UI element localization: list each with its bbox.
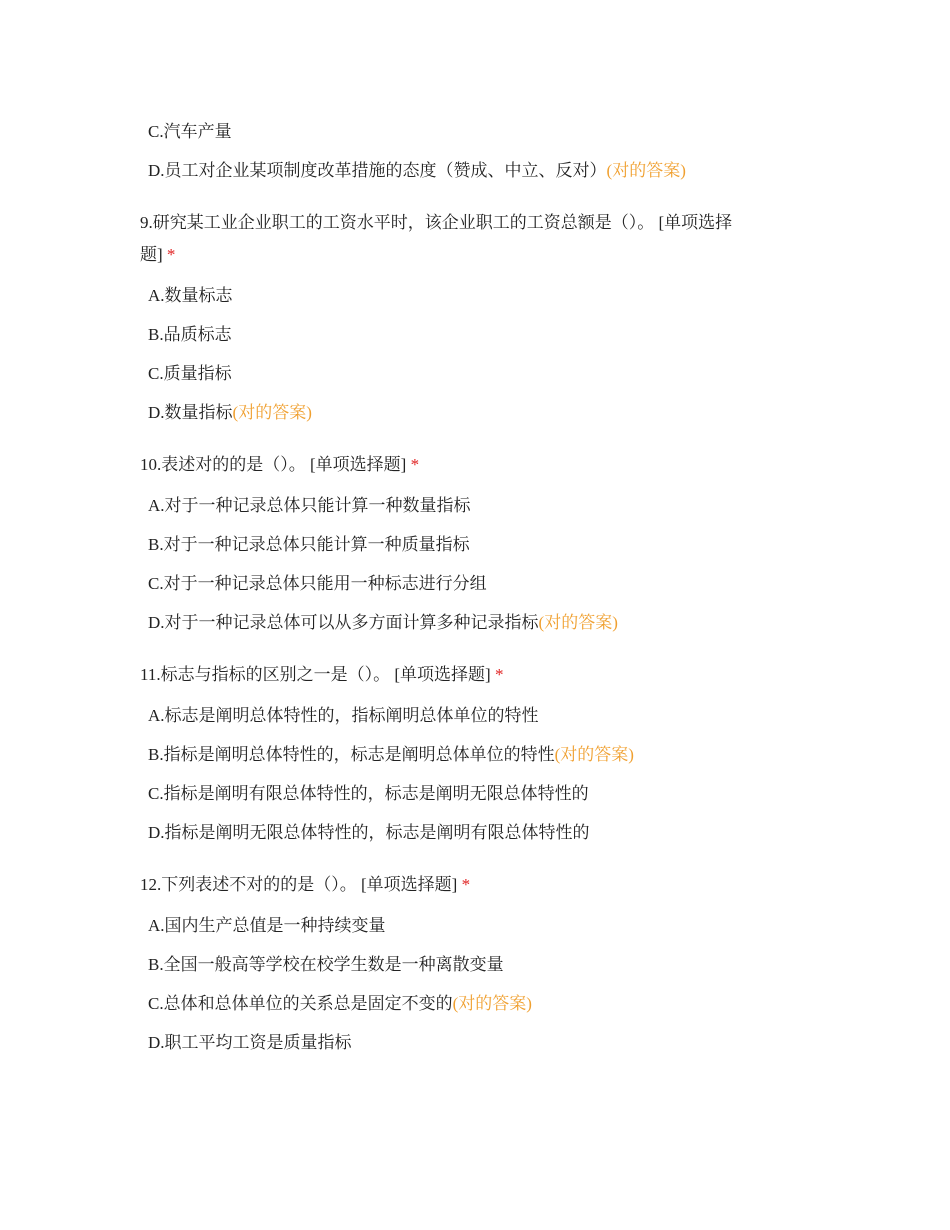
correct-answer-marker: (对的答案)	[554, 745, 634, 764]
option-text: D.员工对企业某项制度改革措施的态度（赞成、中立、反对）	[148, 161, 607, 180]
option-9b	[148, 324, 232, 346]
required-marker: *	[461, 875, 471, 894]
option-text: A.数量标志	[148, 286, 233, 305]
question-text: 12.下列表述不对的的是（）。 [单项选择题]	[140, 875, 458, 894]
option-12b	[148, 954, 504, 976]
question-text: 11.标志与指标的区别之一是（）。 [单项选择题]	[140, 665, 491, 684]
question-11-title	[140, 664, 503, 686]
option-8c	[148, 121, 232, 143]
option-text: C.指标是阐明有限总体特性的，标志是阐明无限总体特性的	[148, 784, 589, 803]
question-9-title	[140, 212, 732, 234]
option-12c	[148, 993, 532, 1015]
option-text: C.质量指标	[148, 364, 232, 383]
option-text: A.标志是阐明总体特性的，指标阐明总体单位的特性	[148, 706, 539, 725]
required-marker: *	[166, 245, 176, 264]
option-10c	[148, 573, 487, 595]
option-text: C.总体和总体单位的关系总是固定不变的	[148, 994, 453, 1013]
question-text-cont: 题]	[140, 245, 163, 264]
option-text: D.职工平均工资是质量指标	[148, 1033, 352, 1052]
option-12d	[148, 1032, 352, 1054]
option-10a	[148, 495, 471, 517]
required-marker: *	[410, 455, 420, 474]
option-text: D.数量指标	[148, 403, 233, 422]
option-text: C.对于一种记录总体只能用一种标志进行分组	[148, 574, 487, 593]
correct-answer-marker: (对的答案)	[452, 994, 532, 1013]
option-11d	[148, 822, 590, 844]
option-11a	[148, 705, 539, 727]
option-text: B.对于一种记录总体只能计算一种质量指标	[148, 535, 470, 554]
question-10-title	[140, 454, 419, 476]
correct-answer-marker: (对的答案)	[232, 403, 312, 422]
option-text: C.汽车产量	[148, 122, 232, 141]
question-9-title-cont	[140, 244, 175, 266]
option-9a	[148, 285, 233, 307]
option-8d	[148, 160, 686, 182]
required-marker: *	[494, 665, 504, 684]
option-text: B.全国一般高等学校在校学生数是一种离散变量	[148, 955, 504, 974]
question-12-title	[140, 874, 470, 896]
option-9c	[148, 363, 232, 385]
option-10d	[148, 612, 618, 634]
correct-answer-marker: (对的答案)	[606, 161, 686, 180]
option-text: A.对于一种记录总体只能计算一种数量指标	[148, 496, 471, 515]
option-12a	[148, 915, 386, 937]
option-text: B.指标是阐明总体特性的，标志是阐明总体单位的特性	[148, 745, 555, 764]
option-11b	[148, 744, 634, 766]
option-11c	[148, 783, 589, 805]
option-10b	[148, 534, 470, 556]
correct-answer-marker: (对的答案)	[538, 613, 618, 632]
option-9d	[148, 402, 312, 424]
option-text: A.国内生产总值是一种持续变量	[148, 916, 386, 935]
option-text: B.品质标志	[148, 325, 232, 344]
question-text: 10.表述对的的是（）。 [单项选择题]	[140, 455, 407, 474]
option-text: D.指标是阐明无限总体特性的，标志是阐明有限总体特性的	[148, 823, 590, 842]
option-text: D.对于一种记录总体可以从多方面计算多种记录指标	[148, 613, 539, 632]
question-text: 9.研究某工业企业职工的工资水平时，该企业职工的工资总额是（）。 [单项选择	[140, 213, 733, 232]
